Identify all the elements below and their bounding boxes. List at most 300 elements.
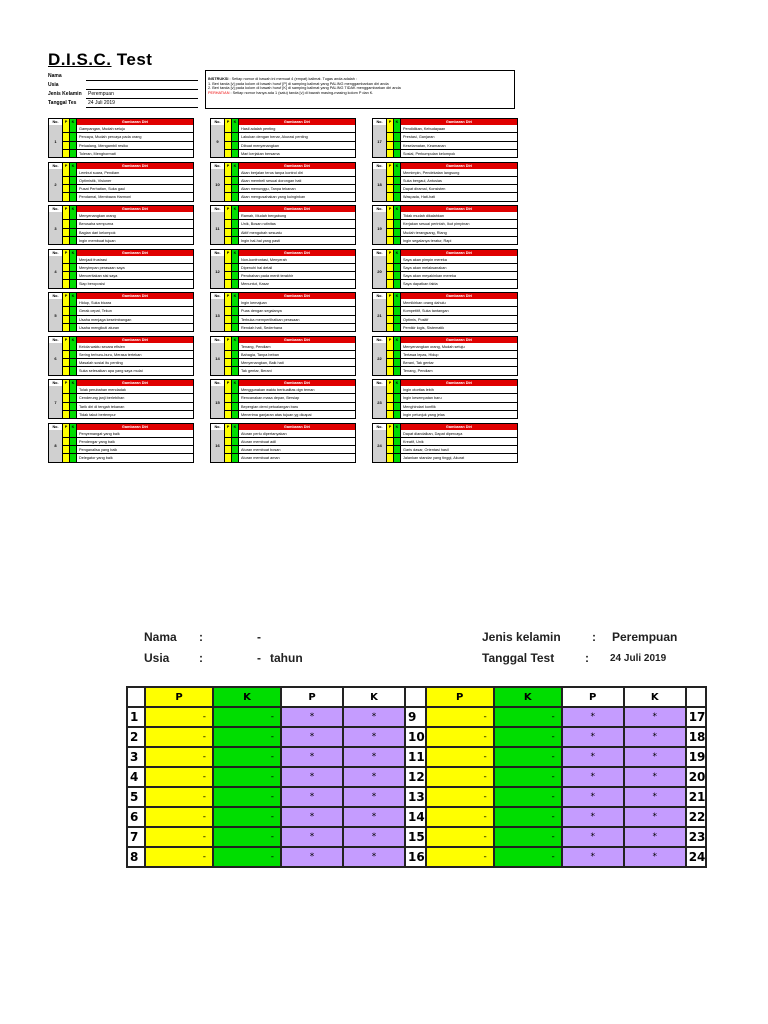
k-checkbox[interactable] [232, 125, 238, 133]
k-checkbox[interactable] [394, 343, 400, 351]
header-k: K [70, 337, 77, 343]
p-checkbox[interactable] [63, 256, 69, 264]
block-number: 18 [373, 169, 387, 201]
p-checkbox[interactable] [225, 280, 231, 287]
p-checkbox[interactable] [225, 403, 231, 411]
k-checkbox[interactable] [394, 133, 400, 141]
k-checkbox[interactable] [232, 454, 238, 461]
header-k: K [394, 380, 401, 386]
k-checkbox[interactable] [394, 256, 400, 264]
p-checkbox[interactable] [225, 454, 231, 461]
p-checkbox[interactable] [387, 185, 393, 193]
k-checkbox[interactable] [70, 386, 76, 394]
k-checkbox[interactable] [70, 133, 76, 141]
statement-item: Garis dasar, Orientasi hasil [401, 446, 517, 454]
p-checkbox[interactable] [387, 256, 393, 264]
k-checkbox[interactable] [232, 316, 238, 324]
p-checkbox[interactable] [63, 403, 69, 411]
p-checkbox[interactable] [63, 438, 69, 446]
k-checkbox[interactable] [232, 177, 238, 185]
k-checkbox[interactable] [70, 264, 76, 272]
k-checkbox[interactable] [70, 220, 76, 228]
p-checkbox[interactable] [63, 133, 69, 141]
header-k: K [70, 163, 77, 169]
k-checkbox[interactable] [70, 316, 76, 324]
p-checkbox[interactable] [387, 343, 393, 351]
k-checkbox[interactable] [232, 359, 238, 367]
k-checkbox[interactable] [70, 430, 76, 438]
k-checkbox[interactable] [70, 411, 76, 418]
info-row [48, 99, 198, 108]
p-checkbox[interactable] [387, 133, 393, 141]
k-checkbox[interactable] [70, 177, 76, 185]
header-p: P [387, 424, 394, 430]
p-checkbox[interactable] [225, 299, 231, 307]
summary-header: P [426, 687, 494, 707]
p-checkbox[interactable] [63, 150, 69, 157]
k-checkbox[interactable] [394, 212, 400, 220]
p-checkbox[interactable] [387, 446, 393, 454]
p-checkbox[interactable] [63, 351, 69, 359]
p-checkbox[interactable] [225, 394, 231, 402]
question-block [210, 205, 356, 245]
p-checkbox[interactable] [63, 212, 69, 220]
p-checkbox[interactable] [225, 256, 231, 264]
summary-p-count: - [145, 807, 213, 827]
k-checkbox[interactable] [394, 359, 400, 367]
info-value[interactable]: 24 Juli 2019 [86, 99, 198, 108]
p-checkbox[interactable] [225, 430, 231, 438]
question-block [372, 205, 518, 245]
k-checkbox[interactable] [232, 229, 238, 237]
p-checkbox[interactable] [63, 220, 69, 228]
k-checkbox[interactable] [394, 403, 400, 411]
header-p: P [225, 250, 232, 256]
k-checkbox[interactable] [394, 386, 400, 394]
p-checkbox[interactable] [225, 446, 231, 454]
p-checkbox[interactable] [63, 316, 69, 324]
p-checkbox[interactable] [225, 133, 231, 141]
p-checkbox[interactable] [387, 150, 393, 157]
header-no: No. [49, 163, 63, 169]
p-checkbox[interactable] [225, 185, 231, 193]
k-checkbox[interactable] [232, 324, 238, 331]
header-no: No. [373, 424, 387, 430]
k-checkbox[interactable] [394, 193, 400, 200]
k-checkbox[interactable] [70, 272, 76, 280]
header-k: K [394, 206, 401, 212]
header-no: No. [373, 119, 387, 125]
statement-item: Tenang, Pendiam [239, 343, 355, 351]
k-checkbox[interactable] [70, 125, 76, 133]
k-checkbox[interactable] [70, 359, 76, 367]
p-checkbox[interactable] [225, 264, 231, 272]
header-gambaran: Gambaran Diri [239, 293, 355, 299]
p-checkbox[interactable] [63, 125, 69, 133]
p-checkbox[interactable] [63, 386, 69, 394]
header-p: P [225, 424, 232, 430]
k-checkbox[interactable] [70, 307, 76, 315]
p-column [225, 299, 232, 331]
summary-k-dimension: * [624, 847, 686, 867]
k-checkbox[interactable] [232, 367, 238, 374]
block-number: 22 [373, 343, 387, 375]
p-checkbox[interactable] [63, 411, 69, 418]
k-checkbox[interactable] [232, 386, 238, 394]
statement-item: Unik, Bosan rutinitas [239, 220, 355, 228]
k-checkbox[interactable] [70, 256, 76, 264]
p-checkbox[interactable] [63, 307, 69, 315]
k-checkbox[interactable] [70, 394, 76, 402]
p-checkbox[interactable] [387, 169, 393, 177]
statement-item: Prestasi, Ganjaran [401, 133, 517, 141]
p-checkbox[interactable] [63, 454, 69, 461]
p-checkbox[interactable] [225, 150, 231, 157]
k-checkbox[interactable] [394, 446, 400, 454]
header-no: No. [373, 337, 387, 343]
k-checkbox[interactable] [232, 299, 238, 307]
p-checkbox[interactable] [63, 169, 69, 177]
k-checkbox[interactable] [70, 169, 76, 177]
statement-item: Kompetitif, Suka tantangan [401, 307, 517, 315]
header-p: P [225, 293, 232, 299]
k-checkbox[interactable] [394, 237, 400, 244]
k-checkbox[interactable] [232, 264, 238, 272]
statement-item: Tarik diri di tengah tekanan [77, 403, 193, 411]
k-checkbox[interactable] [394, 367, 400, 374]
p-checkbox[interactable] [63, 272, 69, 280]
k-checkbox[interactable] [232, 256, 238, 264]
p-checkbox[interactable] [225, 367, 231, 374]
p-checkbox[interactable] [387, 411, 393, 418]
k-checkbox[interactable] [394, 394, 400, 402]
statement-item: Petualang, Mengambil resiko [77, 142, 193, 150]
p-checkbox[interactable] [63, 177, 69, 185]
p-checkbox[interactable] [387, 264, 393, 272]
p-checkbox[interactable] [387, 142, 393, 150]
summary-row-number: 24 [686, 847, 707, 867]
summary-usia-value: - [257, 651, 261, 665]
p-checkbox[interactable] [387, 212, 393, 220]
p-checkbox[interactable] [63, 185, 69, 193]
p-checkbox[interactable] [63, 142, 69, 150]
p-checkbox[interactable] [225, 351, 231, 359]
p-checkbox[interactable] [387, 280, 393, 287]
p-checkbox[interactable] [63, 446, 69, 454]
header-gambaran: Gambaran Diri [77, 250, 193, 256]
p-checkbox[interactable] [387, 386, 393, 394]
summary-gap [405, 687, 426, 707]
k-checkbox[interactable] [232, 343, 238, 351]
info-row [48, 90, 198, 99]
statement-item: Dibuat menyenangkan [239, 142, 355, 150]
k-checkbox[interactable] [232, 185, 238, 193]
k-checkbox[interactable] [232, 403, 238, 411]
header-k: K [70, 424, 77, 430]
p-checkbox[interactable] [225, 411, 231, 418]
k-checkbox[interactable] [394, 299, 400, 307]
summary-row [127, 847, 706, 867]
k-checkbox[interactable] [394, 280, 400, 287]
statement-item: Aturan membuat bosan [239, 446, 355, 454]
p-checkbox[interactable] [225, 343, 231, 351]
k-checkbox[interactable] [70, 454, 76, 461]
k-checkbox[interactable] [70, 446, 76, 454]
k-checkbox[interactable] [70, 403, 76, 411]
p-checkbox[interactable] [225, 359, 231, 367]
k-checkbox[interactable] [232, 430, 238, 438]
k-checkbox[interactable] [394, 169, 400, 177]
k-checkbox[interactable] [70, 150, 76, 157]
statement-item: Pendengar yang baik [77, 438, 193, 446]
p-checkbox[interactable] [387, 177, 393, 185]
statement-item: Memimpin, Pendekatan langsung [401, 169, 517, 177]
p-checkbox[interactable] [225, 386, 231, 394]
k-checkbox[interactable] [394, 272, 400, 280]
p-checkbox[interactable] [63, 237, 69, 244]
statement-item: Ingin kesempatan baru [401, 394, 517, 402]
statement-item: Aturan perlu dipertanyakan [239, 430, 355, 438]
summary-header: K [624, 687, 686, 707]
header-no: No. [211, 293, 225, 299]
p-checkbox[interactable] [63, 343, 69, 351]
p-checkbox[interactable] [387, 125, 393, 133]
summary-p-count: - [145, 747, 213, 767]
k-checkbox[interactable] [70, 299, 76, 307]
k-column [70, 212, 77, 244]
block-number: 16 [211, 430, 225, 462]
summary-p-dimension: * [562, 767, 624, 787]
p-checkbox[interactable] [225, 125, 231, 133]
k-checkbox[interactable] [394, 430, 400, 438]
p-checkbox[interactable] [387, 359, 393, 367]
p-checkbox[interactable] [225, 272, 231, 280]
block-number: 8 [49, 430, 63, 462]
p-checkbox[interactable] [387, 193, 393, 200]
statement-item: Kreatif, Unik [401, 438, 517, 446]
k-checkbox[interactable] [70, 142, 76, 150]
k-checkbox[interactable] [394, 264, 400, 272]
k-checkbox[interactable] [232, 307, 238, 315]
p-checkbox[interactable] [387, 316, 393, 324]
p-checkbox[interactable] [387, 299, 393, 307]
k-checkbox[interactable] [232, 411, 238, 418]
summary-row-number: 10 [405, 727, 426, 747]
header-k: K [232, 163, 239, 169]
k-checkbox[interactable] [70, 212, 76, 220]
k-checkbox[interactable] [70, 280, 76, 287]
p-checkbox[interactable] [387, 403, 393, 411]
summary-k-count: - [213, 727, 281, 747]
k-checkbox[interactable] [232, 446, 238, 454]
k-checkbox[interactable] [232, 133, 238, 141]
question-block [210, 336, 356, 376]
k-checkbox[interactable] [232, 220, 238, 228]
summary-p-count: - [145, 847, 213, 867]
info-value[interactable]: Perempuan [86, 90, 198, 99]
summary-row-number: 14 [405, 807, 426, 827]
k-column [232, 125, 239, 157]
p-checkbox[interactable] [387, 220, 393, 228]
statement-item: Menghindari konflik [401, 403, 517, 411]
p-checkbox[interactable] [225, 324, 231, 331]
summary-k-count: - [494, 787, 562, 807]
statement-list [239, 386, 355, 418]
k-checkbox[interactable] [394, 150, 400, 157]
question-block [372, 292, 518, 332]
statement-item: Pusat Perhatian, Suka gaul [77, 185, 193, 193]
info-value[interactable] [86, 72, 198, 81]
question-block [48, 379, 194, 419]
summary-k-dimension: * [624, 707, 686, 727]
header-p: P [387, 163, 394, 169]
k-checkbox[interactable] [70, 185, 76, 193]
k-checkbox[interactable] [394, 229, 400, 237]
k-checkbox[interactable] [394, 142, 400, 150]
p-column [225, 343, 232, 375]
summary-row-number: 11 [405, 747, 426, 767]
k-column [394, 256, 401, 288]
p-checkbox[interactable] [63, 280, 69, 287]
p-checkbox[interactable] [387, 367, 393, 374]
k-checkbox[interactable] [394, 454, 400, 461]
p-checkbox[interactable] [63, 430, 69, 438]
k-checkbox[interactable] [232, 193, 238, 200]
info-row [48, 72, 198, 81]
k-checkbox[interactable] [70, 438, 76, 446]
k-checkbox[interactable] [70, 193, 76, 200]
header-p: P [225, 380, 232, 386]
title-test: Test [111, 50, 153, 69]
k-column [70, 256, 77, 288]
p-checkbox[interactable] [225, 237, 231, 244]
k-checkbox[interactable] [394, 177, 400, 185]
p-checkbox[interactable] [225, 193, 231, 200]
k-checkbox[interactable] [70, 343, 76, 351]
p-checkbox[interactable] [387, 351, 393, 359]
k-checkbox[interactable] [232, 438, 238, 446]
summary-row [127, 727, 706, 747]
p-checkbox[interactable] [63, 229, 69, 237]
header-k: K [394, 250, 401, 256]
header-gambaran: Gambaran Diri [239, 380, 355, 386]
p-checkbox[interactable] [387, 272, 393, 280]
info-value[interactable] [86, 81, 198, 90]
summary-k-count: - [494, 747, 562, 767]
k-column [394, 299, 401, 331]
summary-row-number: 17 [686, 707, 707, 727]
p-checkbox[interactable] [225, 142, 231, 150]
p-checkbox[interactable] [387, 324, 393, 331]
header-no: No. [373, 206, 387, 212]
p-checkbox[interactable] [387, 237, 393, 244]
p-column [387, 256, 394, 288]
k-checkbox[interactable] [232, 394, 238, 402]
p-checkbox[interactable] [387, 438, 393, 446]
k-checkbox[interactable] [394, 324, 400, 331]
question-block [210, 423, 356, 463]
summary-k-count: - [213, 827, 281, 847]
p-checkbox[interactable] [387, 454, 393, 461]
summary-row-number: 5 [127, 787, 145, 807]
p-checkbox[interactable] [63, 394, 69, 402]
p-checkbox[interactable] [225, 438, 231, 446]
p-checkbox[interactable] [225, 229, 231, 237]
p-column [63, 299, 70, 331]
k-checkbox[interactable] [394, 185, 400, 193]
statement-item: Akan membeli sesuai dorongan hati [239, 177, 355, 185]
k-checkbox[interactable] [394, 411, 400, 418]
p-checkbox[interactable] [63, 324, 69, 331]
k-checkbox[interactable] [394, 307, 400, 315]
k-checkbox[interactable] [232, 351, 238, 359]
k-checkbox[interactable] [232, 142, 238, 150]
p-checkbox[interactable] [387, 394, 393, 402]
p-checkbox[interactable] [225, 177, 231, 185]
summary-row-number: 23 [686, 827, 707, 847]
p-checkbox[interactable] [387, 229, 393, 237]
p-checkbox[interactable] [63, 193, 69, 200]
p-checkbox[interactable] [225, 212, 231, 220]
p-checkbox[interactable] [225, 316, 231, 324]
p-checkbox[interactable] [63, 359, 69, 367]
header-gambaran: Gambaran Diri [401, 119, 517, 125]
k-checkbox[interactable] [394, 351, 400, 359]
p-column [225, 256, 232, 288]
header-p: P [387, 380, 394, 386]
statement-item: Tak gentar, Berani [241, 369, 272, 374]
k-checkbox[interactable] [70, 367, 76, 374]
k-checkbox[interactable] [232, 237, 238, 244]
header-p: P [63, 293, 70, 299]
statement-item: Akan mengusahakan yang kuinginkan [241, 195, 306, 200]
k-checkbox[interactable] [394, 125, 400, 133]
block-number: 7 [49, 386, 63, 418]
k-checkbox[interactable] [232, 150, 238, 157]
k-checkbox[interactable] [232, 272, 238, 280]
statement-list [239, 256, 355, 288]
k-checkbox[interactable] [394, 316, 400, 324]
summary-row-number: 22 [686, 807, 707, 827]
statement-item: Ingin petunjuk yang jelas [403, 412, 445, 417]
p-checkbox[interactable] [387, 430, 393, 438]
k-checkbox[interactable] [70, 237, 76, 244]
k-checkbox[interactable] [70, 351, 76, 359]
summary-row-number: 20 [686, 767, 707, 787]
p-checkbox[interactable] [225, 220, 231, 228]
p-checkbox[interactable] [387, 307, 393, 315]
k-checkbox[interactable] [232, 212, 238, 220]
k-checkbox[interactable] [232, 169, 238, 177]
statement-item: Kerjakan sesuai perintah, Ikut pimpinan [401, 220, 517, 228]
k-checkbox[interactable] [394, 220, 400, 228]
p-checkbox[interactable] [63, 299, 69, 307]
statement-item: Mudah terangsang, Riang [401, 229, 517, 237]
k-checkbox[interactable] [70, 324, 76, 331]
p-checkbox[interactable] [225, 307, 231, 315]
header-gambaran: Gambaran Diri [401, 337, 517, 343]
p-checkbox[interactable] [63, 367, 69, 374]
k-checkbox[interactable] [70, 229, 76, 237]
header-k: K [232, 206, 239, 212]
block-number: 13 [211, 299, 225, 331]
p-checkbox[interactable] [63, 264, 69, 272]
summary-p-dimension: * [562, 747, 624, 767]
p-checkbox[interactable] [225, 169, 231, 177]
k-checkbox[interactable] [232, 280, 238, 287]
summary-k-count: - [213, 747, 281, 767]
k-checkbox[interactable] [394, 438, 400, 446]
